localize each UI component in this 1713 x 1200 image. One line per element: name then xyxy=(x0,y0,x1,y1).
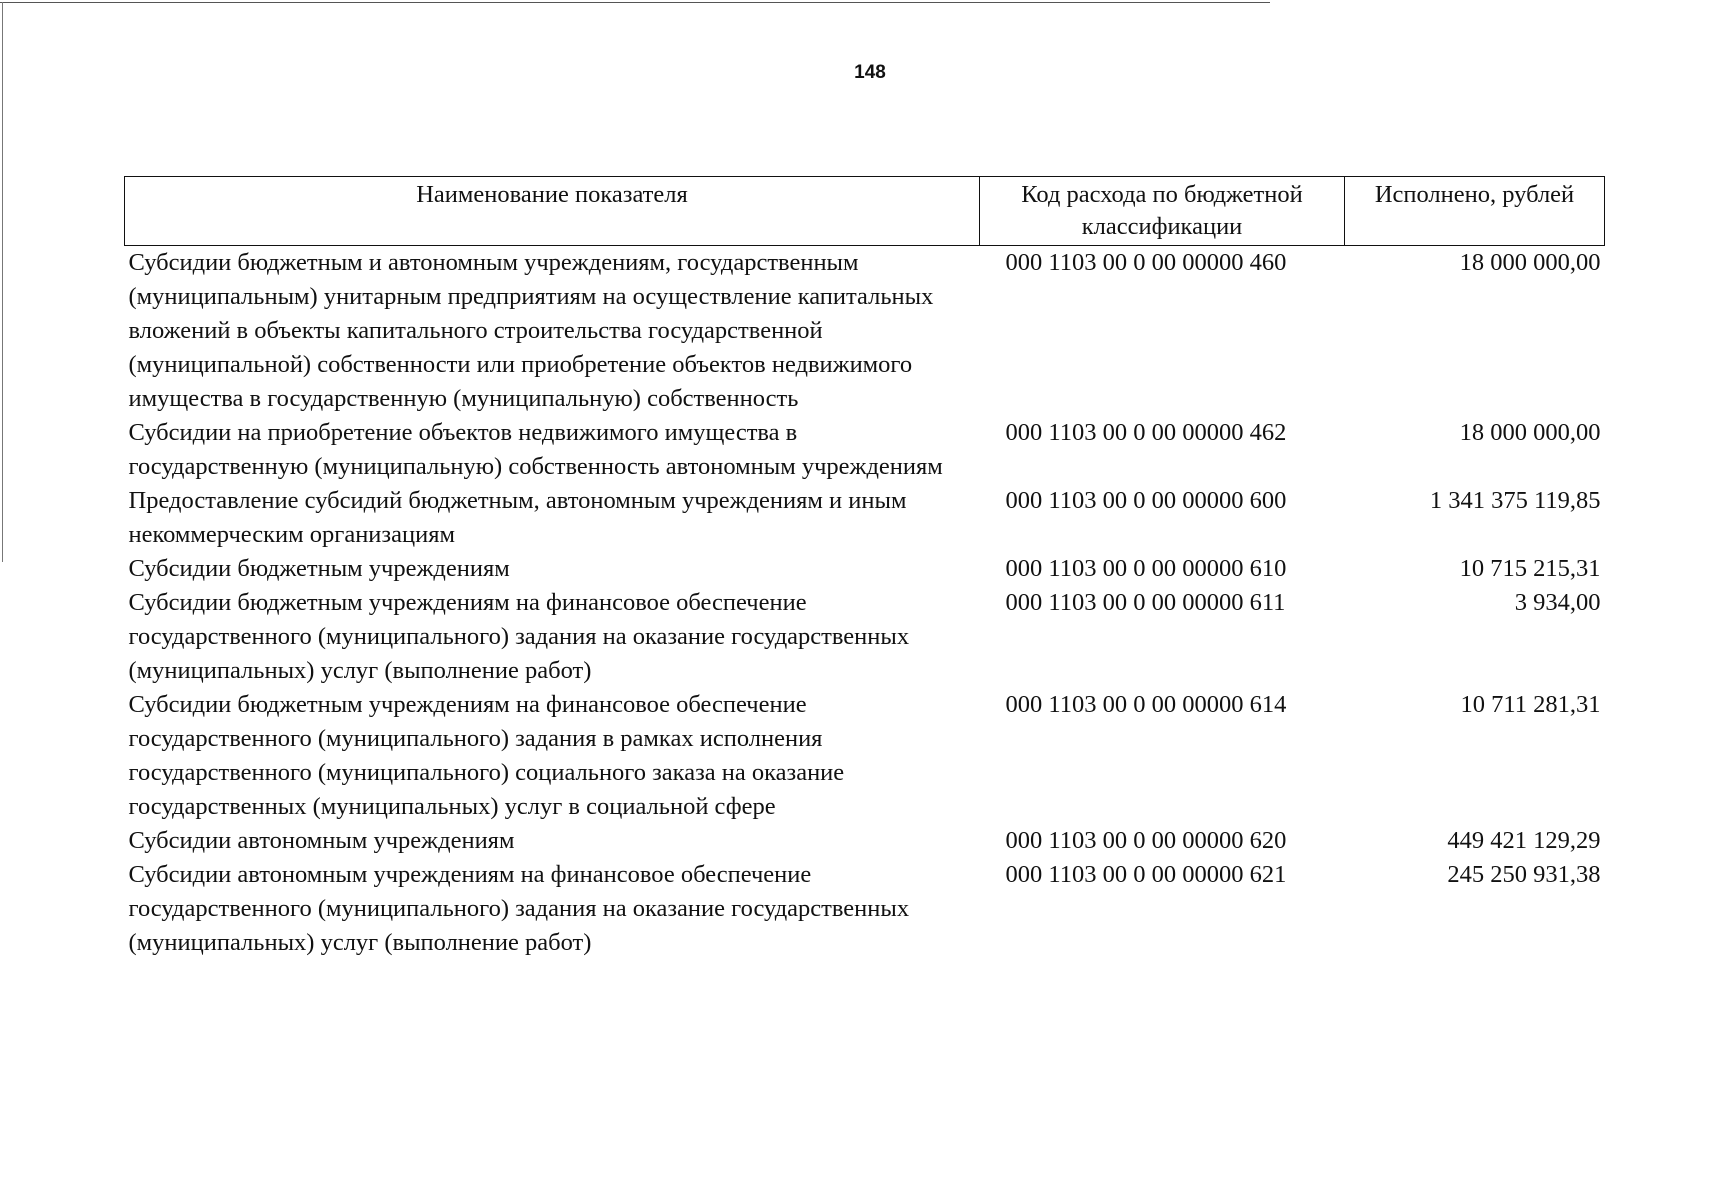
row-amount: 10 711 281,31 xyxy=(1460,691,1601,718)
header-name: Наименование показателя xyxy=(125,177,980,246)
row-code: 000 1103 00 0 00 00000 620 xyxy=(1005,827,1287,854)
row-name: Субсидии на приобретение объектов недвижимого имущества в государственную (муниципальную) собственность автономным учреждениям xyxy=(128,419,943,480)
table-row xyxy=(125,246,1605,417)
row-name: Субсидии автономным учреждениям на финансовое обеспечение государственного (муниципального) задания на оказание государственных (муниципальных) услуг (выполнение работ) xyxy=(128,861,910,956)
page-top-edge xyxy=(0,2,1270,3)
row-amount: 3 934,00 xyxy=(1514,589,1601,616)
header-code: Код расхода по бюджетной классификации xyxy=(980,177,1345,246)
header-amount: Исполнено, рублей xyxy=(1345,177,1605,246)
row-code: 000 1103 00 0 00 00000 621 xyxy=(1005,861,1287,888)
row-name: Предоставление субсидий бюджетным, автономным учреждениям и иным некоммерческим организациям xyxy=(128,487,907,548)
table-body xyxy=(125,246,1605,961)
row-amount: 18 000 000,00 xyxy=(1459,249,1601,276)
table-row xyxy=(125,416,1605,484)
expenditure-table xyxy=(124,176,1605,960)
row-name: Субсидии автономным учреждениям xyxy=(128,827,515,854)
row-code: 000 1103 00 0 00 00000 611 xyxy=(1005,589,1286,616)
row-name: Субсидии бюджетным учреждениям xyxy=(128,555,510,582)
row-code: 000 1103 00 0 00 00000 462 xyxy=(1005,419,1287,446)
table-row xyxy=(125,484,1605,552)
page-number: 148 xyxy=(854,62,886,83)
row-name: Субсидии бюджетным учреждениям на финансовое обеспечение государственного (муниципального) задания в рамках исполнения государственного (муниципального) социального заказа на оказание государственных (муниципальных) услуг в социальной сфере xyxy=(128,691,845,820)
row-amount: 1 341 375 119,85 xyxy=(1429,487,1601,514)
row-code: 000 1103 00 0 00 00000 600 xyxy=(1005,487,1287,514)
table-header xyxy=(125,177,1605,246)
row-code: 000 1103 00 0 00 00000 614 xyxy=(1005,691,1287,718)
row-amount: 10 715 215,31 xyxy=(1459,555,1601,582)
row-name: Субсидии бюджетным учреждениям на финансовое обеспечение государственного (муниципального) задания на оказание государственных (муниципальных) услуг (выполнение работ) xyxy=(128,589,910,684)
row-amount: 245 250 931,38 xyxy=(1447,861,1601,888)
row-amount: 449 421 129,29 xyxy=(1447,827,1601,854)
page-left-edge xyxy=(2,2,3,562)
row-code: 000 1103 00 0 00 00000 610 xyxy=(1005,555,1287,582)
row-name: Субсидии бюджетным и автономным учреждениям, государственным (муниципальным) унитарным предприятиям на осуществление капитальных вложений в объекты капитального строительства государственной (муниципальной) собственности или приобретение объектов недвижимого имущества в государственную (муниципальную) собственность xyxy=(128,249,934,412)
table-row xyxy=(125,824,1605,858)
row-amount: 18 000 000,00 xyxy=(1459,419,1601,446)
row-code: 000 1103 00 0 00 00000 460 xyxy=(1005,249,1287,276)
table-row xyxy=(125,552,1605,586)
table-row xyxy=(125,688,1605,824)
table-row xyxy=(125,858,1605,960)
header-row xyxy=(125,177,1605,246)
table-row xyxy=(125,586,1605,688)
